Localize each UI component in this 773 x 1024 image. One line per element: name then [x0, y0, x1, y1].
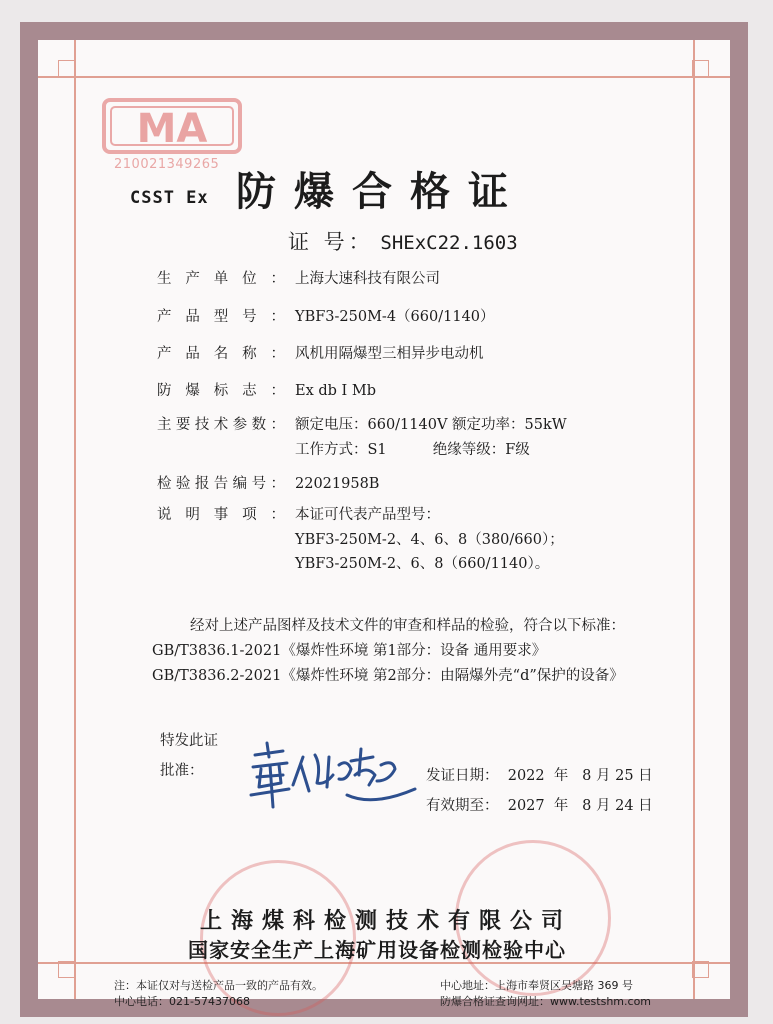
- field-row-tech-params: [157, 414, 567, 436]
- field-label: 产品型号：: [157, 309, 285, 325]
- field-row-manufacturer: [157, 268, 440, 290]
- frame-corner-tl: [58, 60, 75, 77]
- field-label: 说明事项：: [157, 507, 285, 523]
- footer-note: 注：本证仅对与送检产品一致的产品有效。: [114, 979, 323, 992]
- field-label: 产品名称：: [157, 346, 285, 362]
- frame-corner-bl: [58, 961, 75, 978]
- field-value: 工作方式：S1 绝缘等级：F级: [295, 442, 530, 458]
- approved-by-label: 批准：: [160, 763, 204, 779]
- field-value: 风机用隔爆型三相异步电动机: [295, 346, 484, 362]
- field-label: 生产单位：: [157, 271, 285, 287]
- frame-corner-tr: [692, 60, 709, 77]
- special-issue-text: 特发此证: [160, 733, 218, 749]
- standards-intro: 经对上述产品图样及技术文件的审查和样品的检验，符合以下标准：: [190, 618, 625, 634]
- field-value: 22021958B: [295, 476, 380, 492]
- field-label: 主要技术参数：: [157, 417, 285, 433]
- standard-item: GB/T3836.1-2021《爆炸性环境 第1部分：设备 通用要求》: [152, 643, 547, 659]
- field-value: Ex db I Mb: [295, 383, 377, 399]
- field-row-tech-params-2: [157, 439, 530, 461]
- csst-ex-label: CSST Ex: [130, 188, 209, 208]
- field-row-ex-marking: [157, 380, 376, 402]
- cert-number-value: SHExC22.1603: [380, 232, 518, 254]
- standard-item: GB/T3836.2-2021《爆炸性环境 第2部分：由隔爆外壳“d”保护的设备》: [152, 668, 624, 684]
- field-value: YBF3-250M-2、6、8（660/1140）。: [295, 556, 550, 572]
- cert-number-label: 证 号：: [288, 230, 374, 254]
- field-value: YBF3-250M-4（660/1140）: [295, 309, 495, 325]
- frame-line-left: [74, 40, 76, 999]
- field-label: 检验报告编号：: [157, 476, 285, 492]
- field-row-notes: [157, 504, 440, 526]
- field-row-notes-2: [157, 529, 564, 551]
- issue-date: 发证日期： 2022 年 8 月 25 日: [426, 768, 653, 784]
- organization-name-2: 国家安全生产上海矿用设备检测检验中心: [188, 938, 566, 962]
- svg-text:MA: MA: [136, 106, 208, 152]
- cert-number: [288, 226, 518, 256]
- organization-name-1: 上海煤科检测技术有限公司: [200, 909, 573, 934]
- frame-line-right: [693, 40, 695, 999]
- ma-number: 210021349265: [114, 157, 220, 172]
- footer-address: 中心地址：上海市奉贤区吴塘路 369 号: [440, 979, 633, 992]
- frame-line-top: [38, 76, 730, 78]
- footer-query-url: 防爆合格证查询网址：www.testshm.com: [440, 995, 652, 1008]
- signature: [243, 735, 423, 815]
- footer-phone: 中心电话：021-57437068: [114, 995, 250, 1008]
- field-row-report-no: [157, 473, 379, 495]
- field-row-model: [157, 306, 495, 328]
- field-row-notes-3: [157, 553, 549, 575]
- page-title: 防爆合格证: [236, 169, 526, 215]
- field-value: 上海大速科技有限公司: [295, 271, 440, 287]
- field-value: YBF3-250M-2、4、6、8（380/660）；: [295, 532, 564, 548]
- ma-logo: [102, 98, 242, 154]
- frame-corner-br: [692, 961, 709, 978]
- field-value: 本证可代表产品型号：: [295, 507, 440, 523]
- field-row-product-name: [157, 343, 484, 365]
- field-label: 防爆标志：: [157, 383, 285, 399]
- valid-until: 有效期至： 2027 年 8 月 24 日: [426, 798, 653, 814]
- field-value: 额定电压：660/1140V 额定功率：55kW: [295, 417, 567, 433]
